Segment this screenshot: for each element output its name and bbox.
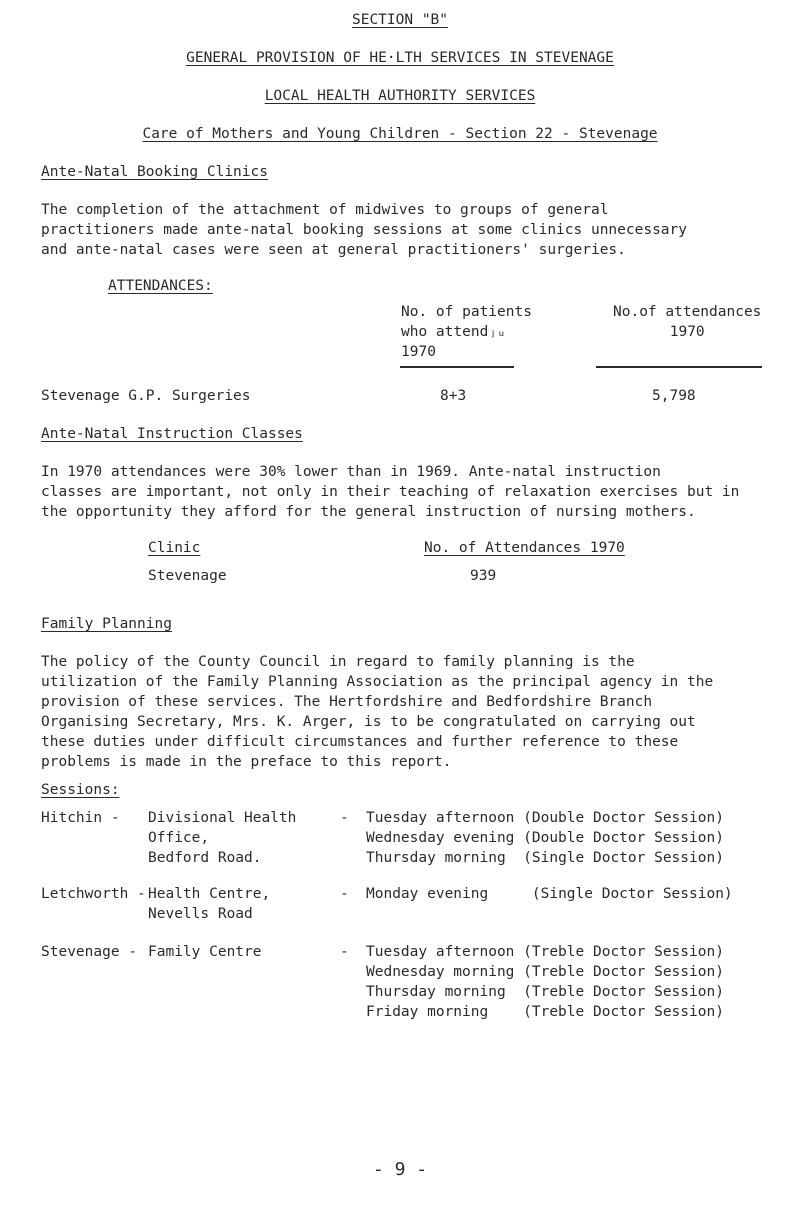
antenatal-booking-paragraph xyxy=(41,200,771,260)
paragraph-line: problems is made in the preface to this report. xyxy=(41,754,452,770)
clinic-name: Stevenage xyxy=(148,568,227,584)
paragraph-line: utilization of the Family Planning Association as the principal agency in the xyxy=(41,674,714,690)
sessions-label: Sessions: xyxy=(41,782,120,798)
session-venue-stevenage: Family Centre xyxy=(148,944,262,960)
page-number: - 9 - xyxy=(372,1159,428,1180)
paragraph-line: the opportunity they afford for the general instruction of nursing mothers. xyxy=(41,504,696,520)
clinic-attendance-count: 939 xyxy=(470,568,497,584)
patients-column-header: No. of patients who attendⱼᵤ 1970 xyxy=(401,304,532,360)
session-place-stevenage: Stevenage - xyxy=(41,944,138,960)
family-planning-paragraph xyxy=(41,652,771,772)
local-health-heading: LOCAL HEALTH AUTHORITY SERVICES xyxy=(264,88,536,104)
paragraph-line: In 1970 attendances were 30% lower than in 1969. Ante-natal instruction xyxy=(41,464,661,480)
patients-count: 8+3 xyxy=(440,388,467,404)
session-times-stevenage: Tuesday afternoon (Treble Doctor Session) Wednesday morning (Treble Doctor Session) Thursday morning (Treble Doctor Session) Friday morning (Treble Doctor Session) xyxy=(366,944,724,1020)
antenatal-booking-heading: Ante-Natal Booking Clinics xyxy=(41,164,268,180)
instruction-heading: Ante-Natal Instruction Classes xyxy=(41,426,303,442)
count-column-header: No. of Attendances 1970 xyxy=(424,540,625,556)
session-dash: - xyxy=(340,886,349,902)
attendances-label: ATTENDANCES: xyxy=(108,278,213,294)
session-place-hitchin: Hitchin - xyxy=(41,810,120,826)
paragraph-line: The completion of the attachment of midwives to groups of general xyxy=(41,202,609,218)
session-dash: - xyxy=(340,944,349,960)
paragraph-line: Organising Secretary, Mrs. K. Arger, is to be congratulated on carrying out xyxy=(41,714,696,730)
section-title: SECTION "B" xyxy=(351,12,449,28)
paragraph-line: these duties under difficult circumstances and further reference to these xyxy=(41,734,679,750)
family-planning-heading: Family Planning xyxy=(41,616,172,632)
session-place-letchworth: Letchworth - xyxy=(41,886,146,902)
session-times-hitchin: Tuesday afternoon (Double Doctor Session) Wednesday evening (Double Doctor Session) Thursday morning (Single Doctor Session) xyxy=(366,810,724,866)
instruction-paragraph xyxy=(41,462,771,522)
general-provision-heading: GENERAL PROVISION OF HE·LTH SERVICES IN STEVENAGE xyxy=(186,50,614,66)
paragraph-line: The policy of the County Council in regard to family planning is the xyxy=(41,654,635,670)
paragraph-line: classes are important, not only in their teaching of relaxation exercises but in xyxy=(41,484,740,500)
paragraph-line: provision of these services. The Hertfordshire and Bedfordshire Branch xyxy=(41,694,653,710)
gp-surgeries-label: Stevenage G.P. Surgeries xyxy=(41,388,251,404)
attendances-count: 5,798 xyxy=(652,388,696,404)
session-dash: - xyxy=(340,810,349,826)
paragraph-line: practitioners made ante-natal booking sessions at some clinics unnecessary xyxy=(41,222,688,238)
care-of-mothers-heading: Care of Mothers and Young Children - Section 22 - Stevenage xyxy=(142,126,658,142)
attendances-column-rule xyxy=(596,366,762,368)
session-venue-hitchin: Divisional Health Office, Bedford Road. xyxy=(148,810,297,866)
attendances-column-header: No.of attendances 1970 xyxy=(613,304,762,340)
paragraph-line: and ante-natal cases were seen at general practitioners' surgeries. xyxy=(41,242,626,258)
patients-column-rule xyxy=(400,366,514,368)
clinic-column-header: Clinic xyxy=(148,540,201,556)
session-venue-letchworth: Health Centre, Nevells Road xyxy=(148,886,271,922)
session-times-letchworth: Monday evening (Single Doctor Session) xyxy=(366,886,733,902)
